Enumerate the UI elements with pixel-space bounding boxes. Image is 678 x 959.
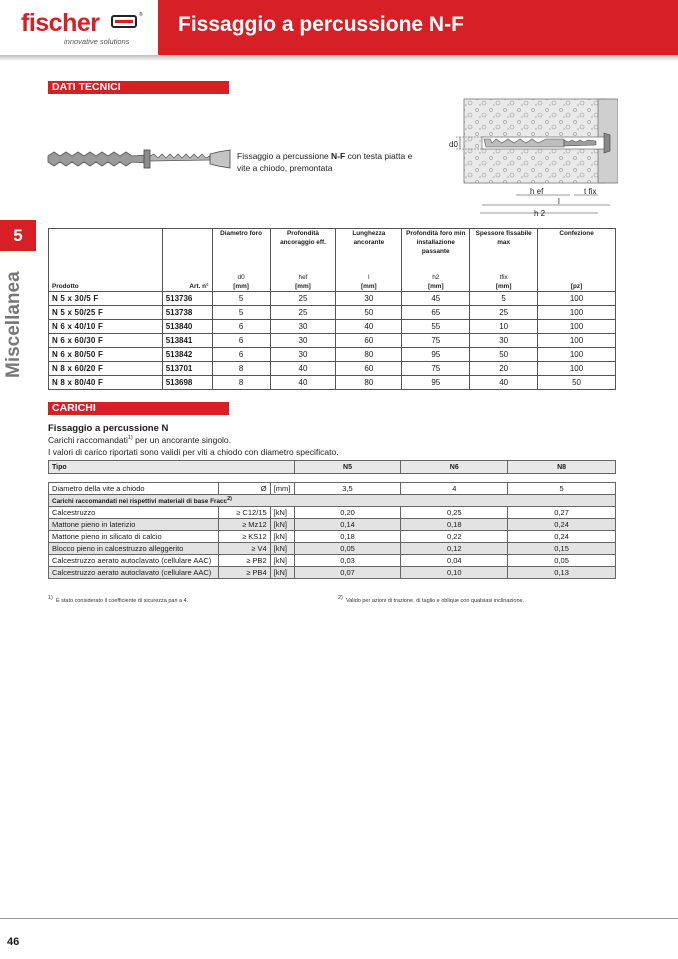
loads-subhead-sym: Fracc	[210, 498, 228, 506]
cell-n5: 0,03	[294, 555, 401, 567]
cell-n6: 0,04	[401, 555, 508, 567]
cell-l: 50	[336, 305, 402, 319]
footnote-2-text: Valido per azioni di trazione, di taglio e oblique con qualsiasi inclinazione.	[345, 597, 525, 604]
footnote-1	[48, 595, 188, 604]
cell-n5: 0,18	[294, 531, 401, 543]
cell-pack: 100	[538, 319, 616, 333]
table-row	[49, 347, 616, 361]
table-row	[49, 543, 616, 555]
loads-diam-unit: [mm]	[270, 483, 294, 495]
cell-n6: 0,12	[401, 543, 508, 555]
spec-head-0	[49, 229, 163, 273]
spec-head-1	[162, 229, 212, 273]
cell-n5: 0,05	[294, 543, 401, 555]
brand-name: fischer	[21, 9, 100, 37]
cell-n5: 0,14	[294, 519, 401, 531]
cell-n6: 0,10	[401, 567, 508, 579]
cell-class: ≥ V4	[218, 543, 270, 555]
brand-logo	[0, 0, 158, 55]
table-row	[49, 507, 616, 519]
diagram-label-d0: d0	[449, 140, 458, 149]
cell-class: ≥ Mz12	[218, 519, 270, 531]
cell-unit: [kN]	[270, 543, 294, 555]
cell-hef: 30	[270, 333, 336, 347]
cell-d0: 6	[212, 333, 270, 347]
spec-sym-h2: h2	[432, 273, 440, 281]
cell-unit: [kN]	[270, 555, 294, 567]
spec-head-4	[336, 229, 402, 273]
diagram-label-tfix: t fix	[584, 187, 597, 196]
spec-header-row-bottom	[49, 273, 616, 292]
spec-head-5-label: Profondità foro min installazione passante	[406, 230, 466, 255]
cell-tfix: 50	[470, 347, 538, 361]
cell-tfix: 40	[470, 375, 538, 389]
spec-header-row-top	[49, 229, 616, 273]
spec-head-7-label: Confezione	[559, 230, 594, 237]
diagram-label-l: l	[558, 197, 560, 206]
cell-d0: 6	[212, 347, 270, 361]
loads-subhead-sup: 2)	[227, 495, 233, 502]
cell-n5: 0,20	[294, 507, 401, 519]
table-row	[49, 361, 616, 375]
cell-unit: [kN]	[270, 507, 294, 519]
footnote-1-mark: 1)	[48, 595, 53, 601]
cell-h2: 95	[402, 375, 470, 389]
cell-material: Calcestruzzo aerato autoclavato (cellulare AAC)	[49, 567, 219, 579]
loads-header-row	[49, 461, 616, 474]
cell-hef: 30	[270, 347, 336, 361]
footnote-2	[338, 595, 524, 604]
diagram-label-hef: h ef	[530, 187, 544, 196]
cell-d0: 8	[212, 375, 270, 389]
cell-hef: 40	[270, 375, 336, 389]
section-label-loads: CARICHI	[48, 402, 229, 415]
cell-unit: [kN]	[270, 519, 294, 531]
spec-head-5-units	[402, 273, 470, 292]
cell-n6: 0,18	[401, 519, 508, 531]
cell-n6: 0,22	[401, 531, 508, 543]
cell-n8: 0,13	[508, 567, 616, 579]
loads-diam-label: Diametro della vite a chiodo	[49, 483, 219, 495]
spec-unit-5: [mm]	[427, 282, 444, 290]
brand-tagline: innovative solutions	[64, 37, 130, 46]
cell-n8: 0,24	[508, 531, 616, 543]
cell-pack: 100	[538, 305, 616, 319]
cell-hef: 30	[270, 319, 336, 333]
spec-table	[48, 228, 616, 390]
cell-hef: 40	[270, 361, 336, 375]
loads-subhead	[49, 495, 616, 507]
cell-l: 80	[336, 375, 402, 389]
cell-art: 513842	[162, 347, 212, 361]
page-title: Fissaggio a percussione N-F	[178, 13, 464, 36]
footnote-1-text: È stato considerato il coefficiente di sicurezza pari a 4.	[55, 597, 189, 604]
loads-diam-n8: 5	[508, 483, 616, 495]
cell-pack: 100	[538, 347, 616, 361]
table-row	[49, 291, 616, 305]
cell-tfix: 20	[470, 361, 538, 375]
cell-l: 60	[336, 361, 402, 375]
cell-l: 30	[336, 291, 402, 305]
cell-pack: 50	[538, 375, 616, 389]
cell-product: N 6 x 80/50 F	[49, 347, 163, 361]
cell-l: 80	[336, 347, 402, 361]
spec-sym-l: l	[368, 273, 370, 281]
spec-head-6	[470, 229, 538, 273]
cell-n8: 0,24	[508, 519, 616, 531]
cell-h2: 45	[402, 291, 470, 305]
title-band	[158, 0, 678, 55]
spec-sym-tfix: tfix	[499, 273, 508, 281]
table-row	[49, 531, 616, 543]
cell-tfix: 25	[470, 305, 538, 319]
spec-head-product: Prodotto	[49, 273, 163, 292]
cell-material: Blocco pieno in calcestruzzo alleggerito	[49, 543, 219, 555]
cell-tfix: 5	[470, 291, 538, 305]
spec-unit-6: [mm]	[495, 282, 512, 290]
loads-head-n8: N8	[508, 461, 616, 474]
cell-art: 513841	[162, 333, 212, 347]
cell-d0: 6	[212, 319, 270, 333]
loads-head-tipo: Tipo	[49, 461, 295, 474]
table-row	[49, 519, 616, 531]
cell-class: ≥ PB4	[218, 567, 270, 579]
cell-h2: 75	[402, 361, 470, 375]
anchor-product-image	[46, 144, 232, 174]
installation-diagram	[446, 95, 618, 218]
spec-head-2-label: Diametro foro	[220, 230, 263, 237]
cell-material: Calcestruzzo aerato autoclavato (cellulare AAC)	[49, 555, 219, 567]
cell-material: Mattone pieno in silicato di calcio	[49, 531, 219, 543]
cell-art: 513738	[162, 305, 212, 319]
table-row	[49, 333, 616, 347]
cell-h2: 65	[402, 305, 470, 319]
spec-sym-d0: d0	[237, 273, 245, 281]
table-row	[49, 375, 616, 389]
cell-unit: [kN]	[270, 531, 294, 543]
loads-line-1-sup: 1)	[127, 435, 133, 442]
cell-n6: 0,25	[401, 507, 508, 519]
loads-diam-n6: 4	[401, 483, 508, 495]
loads-spacer-row	[49, 474, 616, 483]
cell-class: ≥ C12/15	[218, 507, 270, 519]
cell-product: N 6 x 40/10 F	[49, 319, 163, 333]
loads-line-2: I valori di carico riportati sono validi per viti a chiodo con diametro specificato.	[48, 447, 339, 457]
cell-n8: 0,05	[508, 555, 616, 567]
table-row	[49, 567, 616, 579]
spec-head-art: Art. n°	[162, 273, 212, 292]
cell-h2: 55	[402, 319, 470, 333]
cell-art: 513701	[162, 361, 212, 375]
cell-d0: 8	[212, 361, 270, 375]
loads-head-n5: N5	[294, 461, 401, 474]
loads-line-1-a: Carichi raccomandati	[48, 435, 128, 445]
cell-n5: 0,07	[294, 567, 401, 579]
table-row	[49, 555, 616, 567]
product-description	[237, 150, 427, 174]
brand-mark-icon	[111, 15, 137, 28]
footnote-2-mark: 2)	[338, 595, 343, 601]
cell-product: N 8 x 60/20 F	[49, 361, 163, 375]
spec-head-3	[270, 229, 336, 273]
spec-sym-hef: hef	[298, 273, 308, 281]
spec-head-4-units	[336, 273, 402, 292]
cell-material: Mattone pieno in laterizio	[49, 519, 219, 531]
desc-prefix: Fissaggio a percussione	[237, 151, 332, 161]
spec-unit-4: [mm]	[361, 282, 377, 290]
cell-pack: 100	[538, 291, 616, 305]
cell-product: N 5 x 30/5 F	[49, 291, 163, 305]
table-row	[49, 305, 616, 319]
cell-class: ≥ KS12	[218, 531, 270, 543]
diagram-label-h2: h 2	[534, 209, 546, 218]
registered-mark: ®	[139, 12, 143, 18]
spec-unit-7: [pz]	[570, 282, 583, 290]
cell-hef: 25	[270, 291, 336, 305]
spec-head-4-label: Lunghezza ancorante	[352, 230, 386, 246]
cell-product: N 6 x 60/30 F	[49, 333, 163, 347]
spec-head-3-units	[270, 273, 336, 292]
loads-title: Fissaggio a percussione N	[48, 423, 169, 434]
cell-d0: 5	[212, 291, 270, 305]
cell-art: 513840	[162, 319, 212, 333]
loads-line-1	[48, 435, 231, 445]
cell-pack: 100	[538, 361, 616, 375]
cell-n8: 0,27	[508, 507, 616, 519]
loads-diam-n5: 3,5	[294, 483, 401, 495]
spec-head-3-label: Profondità ancoraggio eff.	[280, 230, 326, 246]
table-row	[49, 319, 616, 333]
cell-pack: 100	[538, 333, 616, 347]
spec-head-2-units	[212, 273, 270, 292]
spec-head-7-units	[538, 273, 616, 292]
cell-l: 40	[336, 319, 402, 333]
loads-line-1-b: per un ancorante singolo.	[132, 435, 232, 445]
spec-head-7	[538, 229, 616, 273]
page-number: 46	[7, 936, 20, 948]
cell-l: 60	[336, 333, 402, 347]
loads-subhead-row	[49, 495, 616, 507]
cell-unit: [kN]	[270, 567, 294, 579]
chapter-label: Miscellanea	[3, 271, 24, 378]
spec-table-body	[49, 291, 616, 389]
chapter-tab: 5	[0, 220, 36, 251]
desc-product-code: N-F	[331, 151, 346, 161]
cell-material: Calcestruzzo	[49, 507, 219, 519]
spec-head-2	[212, 229, 270, 273]
cell-h2: 75	[402, 333, 470, 347]
desc-suffix: con testa piatta e vite a chiodo, premontata	[237, 151, 413, 173]
loads-table	[48, 460, 616, 579]
loads-diam-sym: Ø	[218, 483, 270, 495]
loads-subhead-text: Carichi raccomandati nei rispettivi materiali di base	[52, 498, 209, 506]
spacer-cell	[49, 474, 616, 483]
cell-product: N 5 x 50/25 F	[49, 305, 163, 319]
cell-art: 513698	[162, 375, 212, 389]
cell-product: N 8 x 80/40 F	[49, 375, 163, 389]
cell-tfix: 10	[470, 319, 538, 333]
spec-head-6-units	[470, 273, 538, 292]
cell-d0: 5	[212, 305, 270, 319]
spec-unit-3: [mm]	[295, 282, 311, 290]
cell-hef: 25	[270, 305, 336, 319]
header-shadow	[0, 55, 678, 61]
section-label-tech: DATI TECNICI	[48, 81, 229, 94]
cell-art: 513736	[162, 291, 212, 305]
page-header	[0, 0, 678, 55]
cell-class: ≥ PB2	[218, 555, 270, 567]
spec-unit-2: [mm]	[233, 282, 249, 290]
footer-rule	[0, 918, 678, 919]
spec-head-5	[402, 229, 470, 273]
cell-h2: 95	[402, 347, 470, 361]
cell-n8: 0,15	[508, 543, 616, 555]
loads-head-n6: N6	[401, 461, 508, 474]
loads-diam-row	[49, 483, 616, 495]
spec-head-6-label: Spessore fissabile max	[475, 230, 532, 246]
cell-tfix: 30	[470, 333, 538, 347]
